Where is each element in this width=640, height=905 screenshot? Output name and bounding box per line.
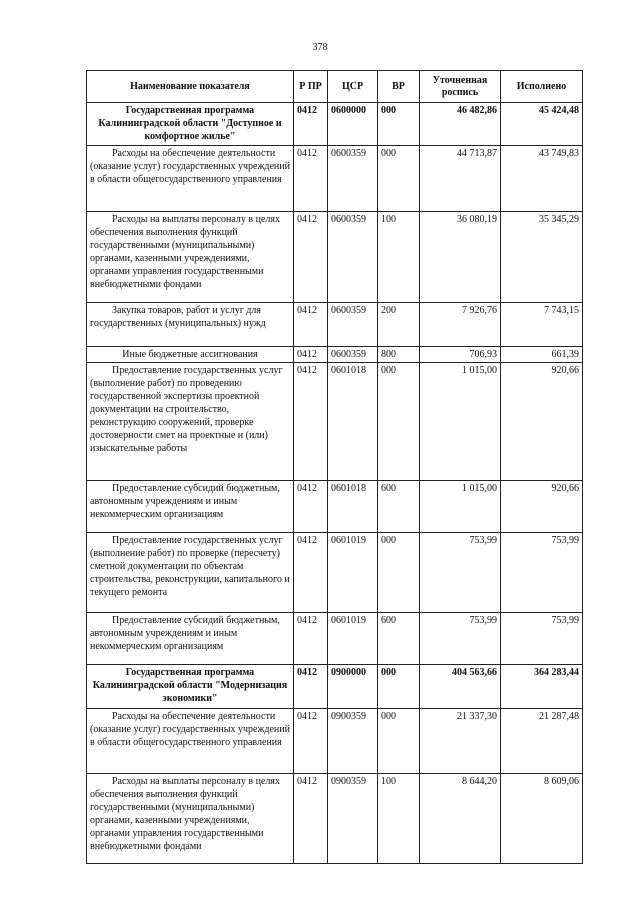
row-vr: 100: [378, 212, 420, 303]
row-done: 753,99: [501, 533, 583, 613]
row-rpr: 0412: [294, 347, 328, 363]
row-vr: 000: [378, 363, 420, 481]
row-done: 920,66: [501, 363, 583, 481]
row-plan: 1 015,00: [420, 481, 501, 533]
header-name: Наименование показателя: [87, 71, 294, 103]
row-name: Государственная программа Калининградской области "Доступное и комфортное жилье": [87, 103, 294, 146]
row-csr: 0600359: [328, 347, 378, 363]
row-csr: 0900359: [328, 709, 378, 774]
row-name: Расходы на обеспечение деятельности (оказание услуг) государственных учреждений в области общегосударственного управления: [87, 709, 294, 774]
row-plan: 7 926,76: [420, 303, 501, 347]
row-plan: 46 482,86: [420, 103, 501, 146]
row-vr: 200: [378, 303, 420, 347]
row-vr: 000: [378, 533, 420, 613]
row-rpr: 0412: [294, 363, 328, 481]
row-name: Предоставление государственных услуг (выполнение работ) по проверке (пересчету) сметной документации по объектам строительства, реконструкции, капитального и текущего ремонта: [87, 533, 294, 613]
row-done: 8 609,06: [501, 774, 583, 864]
row-vr: 000: [378, 665, 420, 709]
table-row: [87, 533, 583, 613]
row-csr: 0600000: [328, 103, 378, 146]
row-rpr: 0412: [294, 146, 328, 212]
row-rpr: 0412: [294, 709, 328, 774]
row-done: 7 743,15: [501, 303, 583, 347]
table-row: [87, 103, 583, 146]
table-row: [87, 613, 583, 665]
table-row: [87, 363, 583, 481]
row-vr: 600: [378, 613, 420, 665]
row-plan: 21 337,30: [420, 709, 501, 774]
table-row: [87, 481, 583, 533]
row-csr: 0601019: [328, 613, 378, 665]
table-row: [87, 146, 583, 212]
row-csr: 0600359: [328, 146, 378, 212]
row-name: Закупка товаров, работ и услуг для государственных (муниципальных) нужд: [87, 303, 294, 347]
table-row: [87, 303, 583, 347]
row-csr: 0900359: [328, 774, 378, 864]
row-csr: 0601018: [328, 363, 378, 481]
row-rpr: 0412: [294, 665, 328, 709]
row-name: Государственная программа Калининградской области "Модернизация экономики": [87, 665, 294, 709]
row-done: 35 345,29: [501, 212, 583, 303]
row-name: Расходы на выплаты персоналу в целях обеспечения выполнения функций государственными (муниципальными) органами, казенными учреждениями, органами управления государственными внебюджетными фондами: [87, 212, 294, 303]
row-plan: 1 015,00: [420, 363, 501, 481]
row-plan: 753,99: [420, 533, 501, 613]
header-vr: ВР: [378, 71, 420, 103]
row-vr: 600: [378, 481, 420, 533]
row-name: Предоставление государственных услуг (выполнение работ) по проведению государственной экспертизы проектной документации на строительство, реконструкцию сооружений, проверке достоверности смет на проектные и (или) изыскательные работы: [87, 363, 294, 481]
table-row: [87, 347, 583, 363]
row-done: 753,99: [501, 613, 583, 665]
table-header-row: [87, 71, 583, 103]
row-rpr: 0412: [294, 212, 328, 303]
row-vr: 000: [378, 709, 420, 774]
table-row: [87, 709, 583, 774]
row-name: Предоставление субсидий бюджетным, автономным учреждениям и иным некоммерческим организациям: [87, 613, 294, 665]
row-name: Расходы на выплаты персоналу в целях обеспечения выполнения функций государственными (муниципальными) органами, казенными учреждениями, органами управления государственными внебюджетными фондами: [87, 774, 294, 864]
row-done: 661,39: [501, 347, 583, 363]
row-done: 920,66: [501, 481, 583, 533]
row-vr: 800: [378, 347, 420, 363]
row-done: 45 424,48: [501, 103, 583, 146]
row-rpr: 0412: [294, 303, 328, 347]
row-done: 21 287,48: [501, 709, 583, 774]
table-row: [87, 774, 583, 864]
row-plan: 706,93: [420, 347, 501, 363]
header-done: Исполнено: [501, 71, 583, 103]
header-csr: ЦСР: [328, 71, 378, 103]
row-csr: 0900000: [328, 665, 378, 709]
page-number: 378: [312, 42, 328, 53]
header-rpr: Р ПР: [294, 71, 328, 103]
row-plan: 753,99: [420, 613, 501, 665]
table-row: [87, 212, 583, 303]
row-vr: 100: [378, 774, 420, 864]
row-rpr: 0412: [294, 613, 328, 665]
row-done: 364 283,44: [501, 665, 583, 709]
row-name: Предоставление субсидий бюджетным, автономным учреждениям и иным некоммерческим организациям: [87, 481, 294, 533]
row-vr: 000: [378, 103, 420, 146]
row-plan: 44 713,87: [420, 146, 501, 212]
row-name: Иные бюджетные ассигнования: [87, 347, 294, 363]
row-csr: 0600359: [328, 212, 378, 303]
row-csr: 0601018: [328, 481, 378, 533]
row-plan: 404 563,66: [420, 665, 501, 709]
budget-table: [86, 70, 583, 864]
table-row: [87, 665, 583, 709]
row-csr: 0600359: [328, 303, 378, 347]
row-rpr: 0412: [294, 533, 328, 613]
row-csr: 0601019: [328, 533, 378, 613]
row-rpr: 0412: [294, 103, 328, 146]
row-plan: 36 080,19: [420, 212, 501, 303]
row-rpr: 0412: [294, 481, 328, 533]
row-vr: 000: [378, 146, 420, 212]
row-name: Расходы на обеспечение деятельности (оказание услуг) государственных учреждений в области общегосударственного управления: [87, 146, 294, 212]
row-rpr: 0412: [294, 774, 328, 864]
header-plan: Уточненная роспись: [420, 71, 501, 103]
row-done: 43 749,83: [501, 146, 583, 212]
row-plan: 8 644,20: [420, 774, 501, 864]
